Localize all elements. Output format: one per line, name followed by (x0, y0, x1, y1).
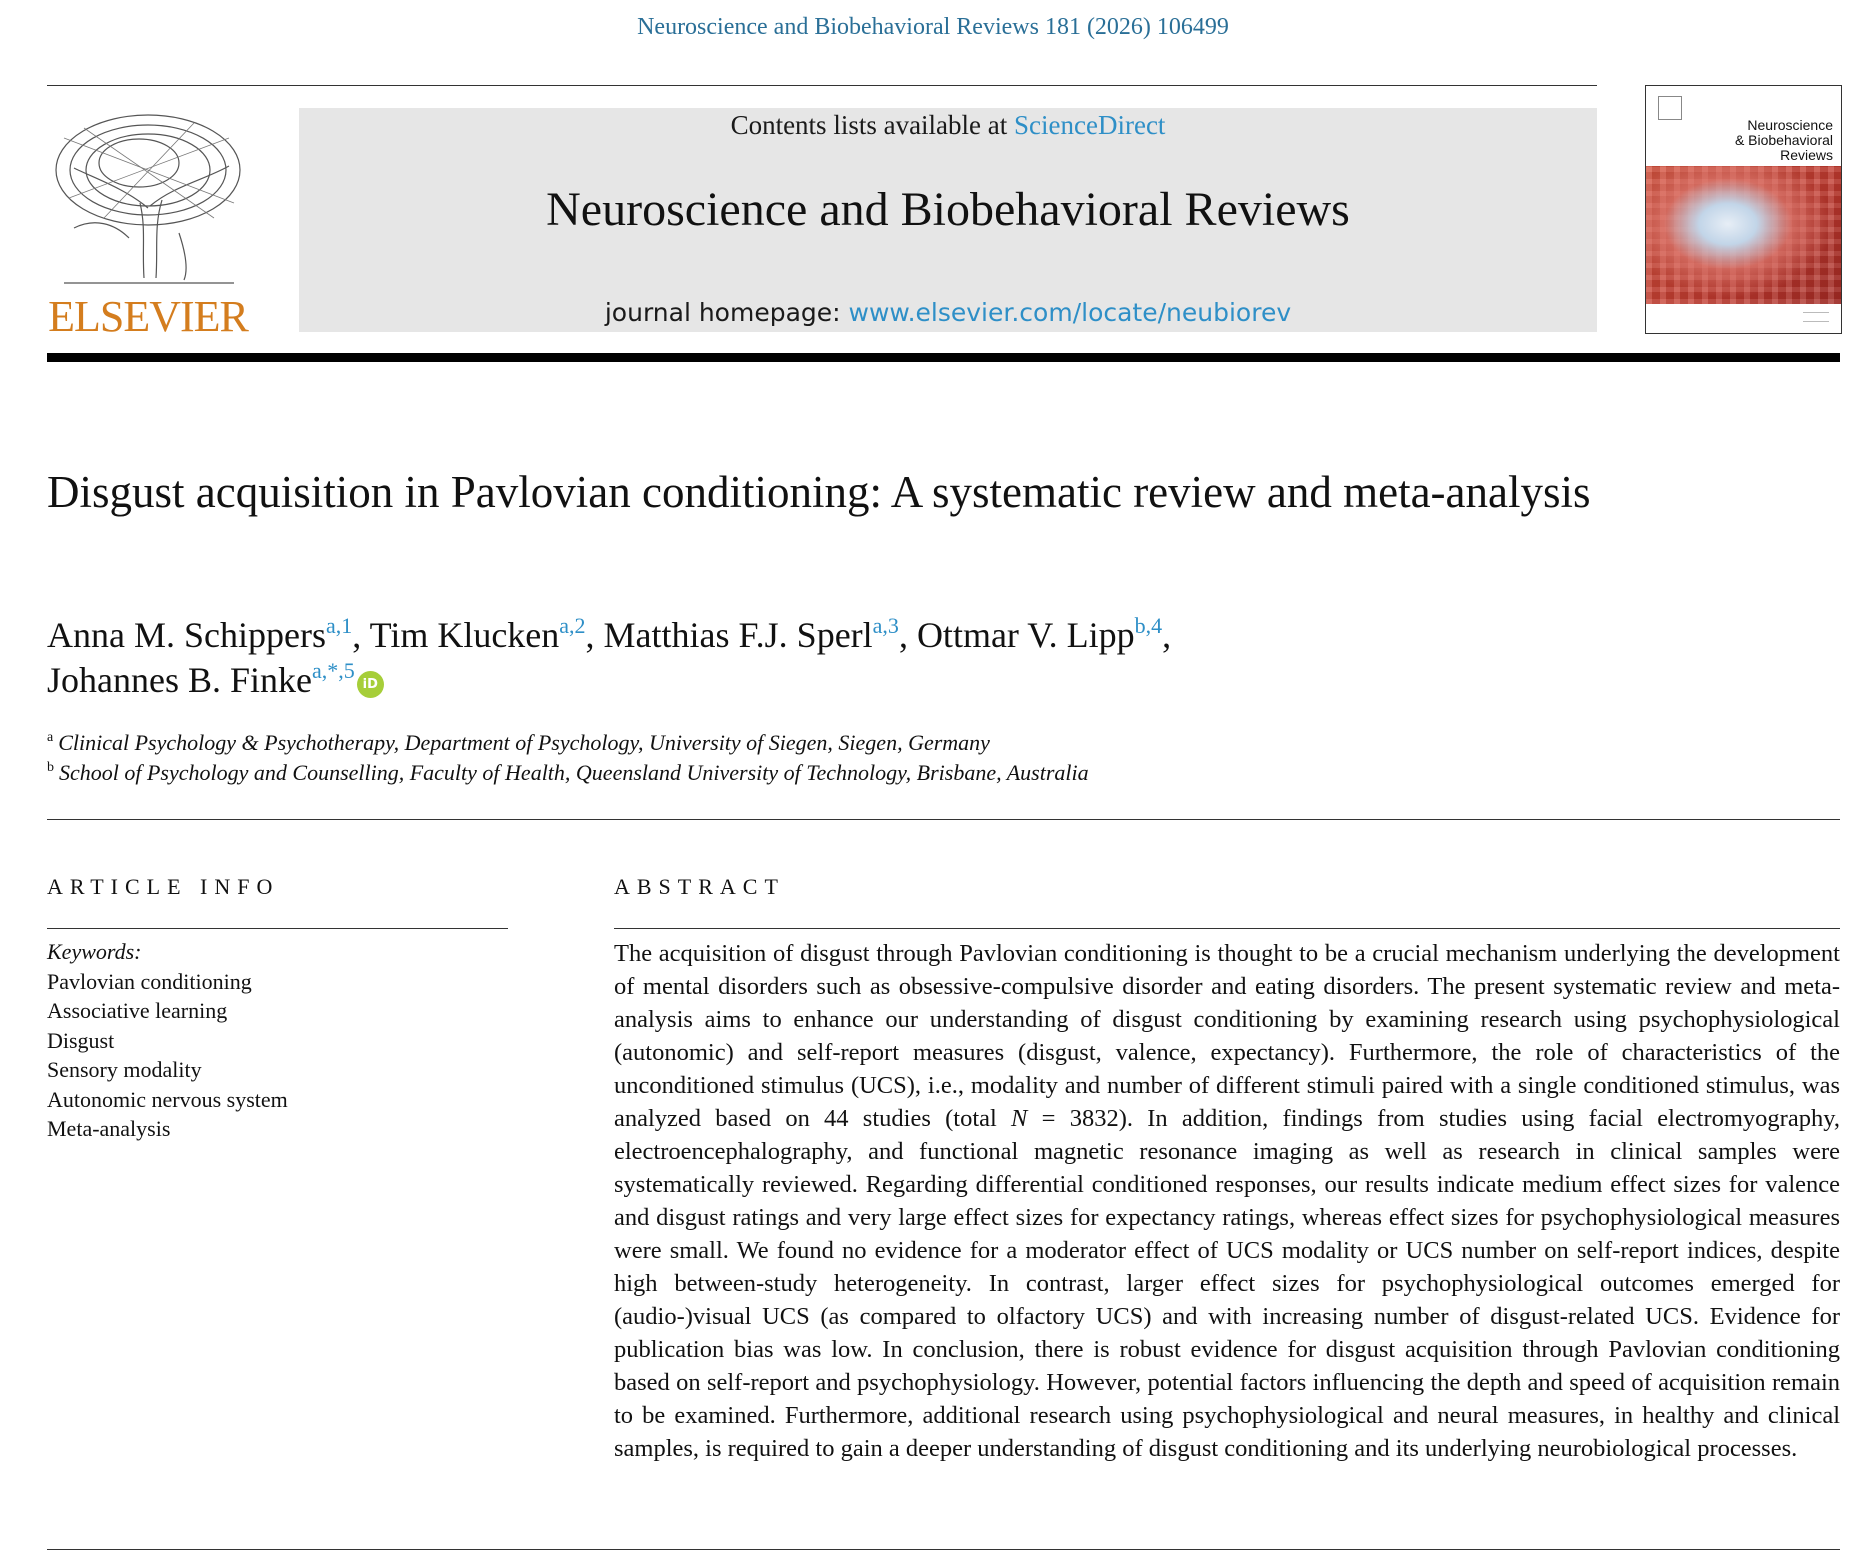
keywords-block (47, 937, 507, 1144)
homepage-prefix: journal homepage: (604, 298, 841, 327)
affiliation-line (47, 728, 1547, 758)
journal-homepage-link[interactable]: www.elsevier.com/locate/neubiorev (848, 298, 1292, 327)
keywords-label: Keywords: (47, 939, 142, 964)
article-info-heading: ARTICLE INFO (47, 874, 280, 899)
cover-title-line: Neuroscience (1747, 117, 1833, 133)
keyword-item: Autonomic nervous system (47, 1086, 288, 1112)
author-name[interactable]: Johannes B. Finke (47, 660, 312, 700)
abstract-part: The acquisition of disgust through Pavlovian conditioning is thought to be a crucial mechanism underlying the development of mental disorders such as obsessive-compulsive disorder and eating disorders. The present systematic review and meta-analysis aims to enhance our understanding of disgust conditioning by examining research using psychophysiological (autonomic) and self-report measures (disgust, valence, expectancy). Furthermore, the role of characteristics of the unconditioned stimulus (UCS), i.e., modality and number of different stimuli paired with a single conditioned stimulus, was analyzed based on 44 studies (total (614, 940, 1840, 1132)
author-affiliation-link[interactable]: a,2 (559, 613, 586, 638)
article-title: Disgust acquisition in Pavlovian conditioning: A systematic review and meta-analysis (47, 467, 1591, 517)
contents-prefix: Contents lists available at (730, 110, 1008, 140)
article-info-rule (47, 928, 508, 929)
contents-line (299, 110, 1597, 141)
affiliation-mark: b (47, 760, 54, 775)
cover-elsevier-icon (1658, 96, 1682, 120)
cover-title-line: & Biobehavioral (1734, 132, 1833, 148)
author-name[interactable]: Ottmar V. Lipp (916, 615, 1135, 655)
author-affiliation-link[interactable]: a,*,5 (312, 658, 355, 683)
author-affiliation-link[interactable]: b,4 (1134, 613, 1163, 638)
journal-title: Neuroscience and Biobehavioral Reviews (546, 183, 1350, 236)
author-name[interactable]: Anna M. Schippers (47, 615, 326, 655)
cover-title-line: Reviews (1780, 147, 1833, 163)
homepage-line (299, 298, 1597, 327)
abstract-n-value: = 3832). (1027, 1105, 1148, 1132)
affiliations (47, 728, 1547, 788)
keyword-item: Associative learning (47, 998, 228, 1023)
cover-title (1735, 118, 1833, 163)
tree-logo-icon (44, 108, 252, 288)
keyword-item: Meta-analysis (47, 1116, 171, 1141)
author-name[interactable]: Matthias F.J. Sperl (603, 615, 873, 655)
journal-citation[interactable]: Neuroscience and Biobehavioral Reviews 181 (2026) 106499 (637, 14, 1229, 40)
keyword-item: Pavlovian conditioning (47, 968, 252, 994)
journal-banner (299, 108, 1597, 332)
abstract-part: In addition, findings from studies using facial electromyography, electroencephalography, and functional magnetic resonance imaging as well as research in clinical samples were systematically reviewed. Regarding differential conditioned responses, our results indicate medium effect sizes for valence and disgust ratings and very large effect sizes for expectancy ratings, whereas effect sizes for psychophysiological measures were small. We found no evidence for a moderator effect of UCS modality or UCS number on self-report indices, despite high between-study heterogeneity. In contrast, larger effect sizes for psychophysiological outcomes emerged for (audio-)visual UCS (as compared to olfactory UCS) and with increasing number of disgust-related UCS. Evidence for publication bias was low. In conclusion, there is robust evidence for disgust acquisition through Pavlovian conditioning based on self-report and psychophysiology. However, potential factors influencing the depth and speed of acquisition remain to be examined. Furthermore, additional research using psychophysiological and neural measures, in healthy and clinical samples, is required to gain a deeper understanding of disgust conditioning and its underlying neurobiological processes. (614, 1105, 1840, 1462)
affiliation-line (47, 758, 1547, 788)
orcid-icon[interactable]: iD (357, 671, 384, 698)
affiliation-text: School of Psychology and Counselling, Faculty of Health, Queensland University of Technology, Brisbane, Australia (59, 760, 1089, 785)
affiliation-mark: a (47, 730, 54, 745)
abstract-heading: ABSTRACT (614, 874, 785, 899)
author-affiliation-link[interactable]: a,1 (325, 613, 353, 638)
keyword-item: Sensory modality (47, 1057, 202, 1082)
footer-rule (47, 1549, 1840, 1550)
elsevier-wordmark: ELSEVIER (48, 292, 248, 341)
section-rule (47, 819, 1840, 820)
sciencedirect-link[interactable]: ScienceDirect (1014, 110, 1166, 140)
cover-footer-mark (1803, 312, 1829, 322)
abstract-n-symbol: N (1011, 1105, 1028, 1132)
author-affiliation-link[interactable]: a,3 (872, 613, 899, 638)
author-name[interactable]: Tim Klucken (369, 615, 560, 655)
abstract-text (614, 937, 1840, 1465)
journal-cover-thumbnail[interactable] (1645, 85, 1842, 334)
affiliation-text: Clinical Psychology & Psychotherapy, Department of Psychology, University of Siegen, Siegen, Germany (58, 730, 990, 755)
header-thick-rule (47, 353, 1840, 362)
publisher-logo[interactable] (44, 108, 252, 340)
abstract-rule (614, 928, 1840, 929)
keyword-item: Disgust (47, 1027, 115, 1053)
header-rule (47, 85, 1597, 86)
cover-image (1646, 166, 1841, 304)
author-list: Anna M. Schippers$^{a,1}$, Tim Klucken$^{a,2}$, Matthias F.J. Sperl$^{a,3}$, Ottmar V. Lipp$^{b,4}$, Johannes B. Finke$^{a,*,5}$iD (47, 613, 1172, 700)
